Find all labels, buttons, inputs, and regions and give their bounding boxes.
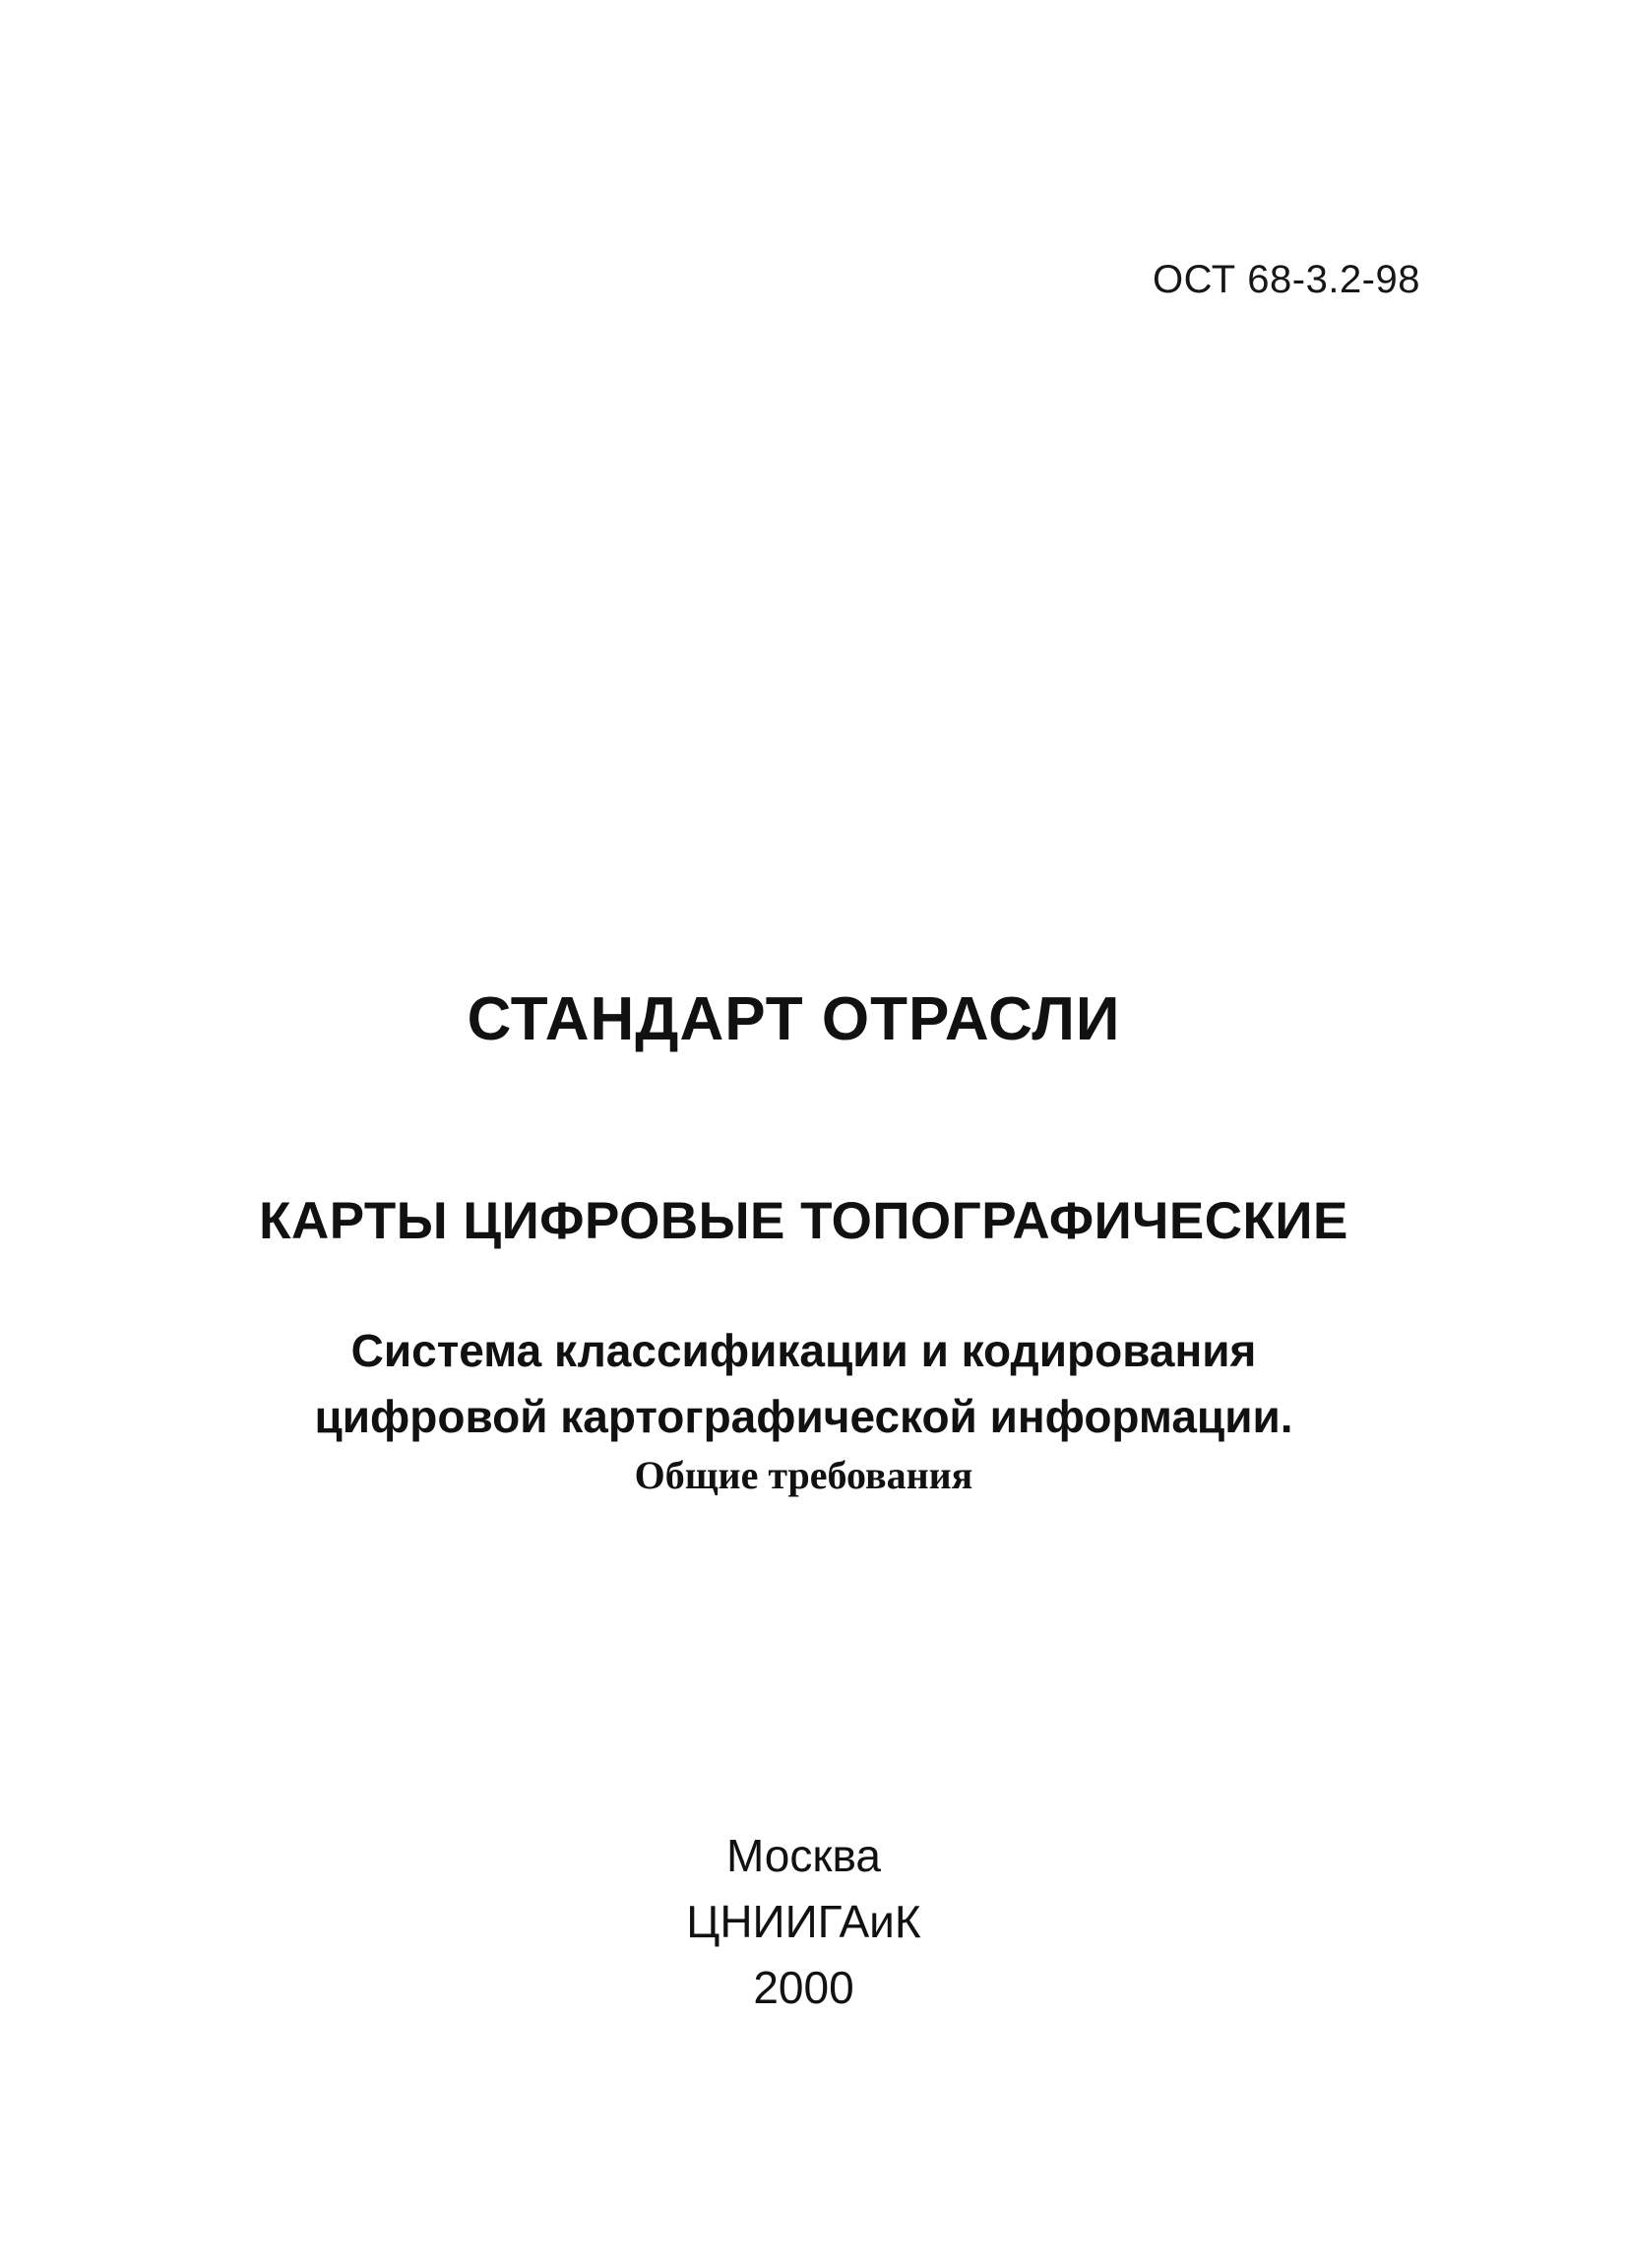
imprint-publisher: ЦНИИГАиК — [686, 1896, 921, 1947]
document-code: ОСТ 68-3.2-98 — [1153, 258, 1420, 301]
requirements-caption: Общие требования — [634, 1453, 973, 1497]
description-line-1: Система классификации и кодирования — [350, 1325, 1257, 1376]
imprint-year: 2000 — [753, 1962, 854, 2013]
document-subtitle: КАРТЫ ЦИФРОВЫЕ ТОПОГРАФИЧЕСКИЕ — [259, 1192, 1348, 1250]
imprint-city: Москва — [725, 1830, 882, 1881]
description-line-2: цифровой картографической информации. — [314, 1391, 1293, 1442]
main-title: СТАНДАРТ ОТРАСЛИ — [467, 985, 1121, 1053]
